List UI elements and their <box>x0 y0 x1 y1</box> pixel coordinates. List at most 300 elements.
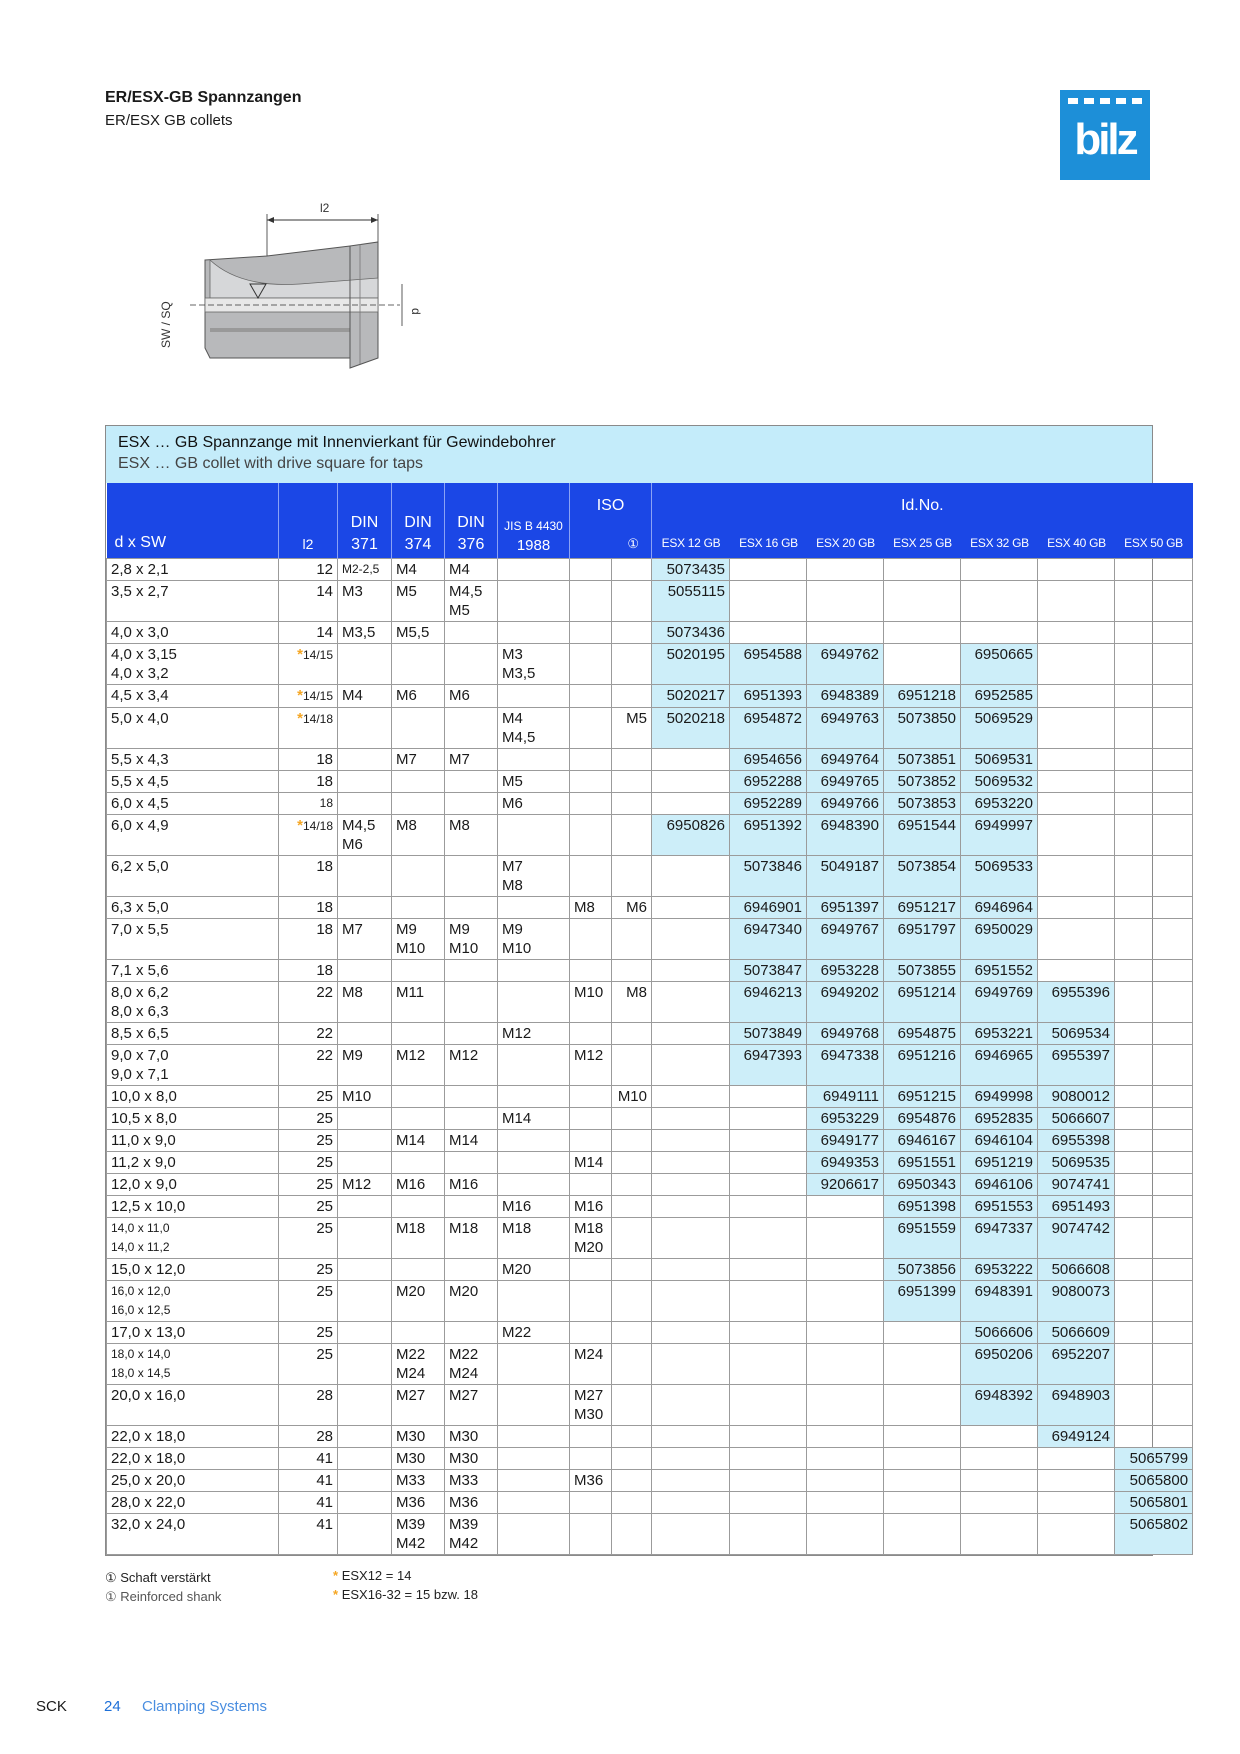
cell-din371 <box>338 708 392 749</box>
cell-id-esx <box>652 1426 730 1448</box>
collet-table-panel <box>105 425 1189 1556</box>
iso-mark: ① <box>627 536 639 551</box>
table-row <box>107 708 1193 749</box>
cell-iso <box>570 644 612 685</box>
din-371: 371 <box>351 536 378 553</box>
cell-id-esx <box>1115 1152 1193 1174</box>
cell-id-esx <box>1115 749 1193 771</box>
esx40-header: ESX 40 GB <box>1047 536 1106 550</box>
cell-id-esx <box>807 1322 884 1344</box>
cell-id-esx: 6949766 <box>807 793 884 815</box>
cell-dsw: 4,5 x 3,4 <box>107 685 279 708</box>
cell-din371 <box>338 644 392 685</box>
sw-label: SW / SQ <box>159 301 173 348</box>
table-title-de: ESX … GB Spannzange mit Innenvierkant für Gewindebohrer <box>118 434 556 451</box>
cell-id-esx: 5073854 <box>884 856 961 897</box>
cell-jis <box>498 897 570 919</box>
cell-jis <box>498 815 570 856</box>
cell-dsw: 25,0 x 20,0 <box>107 1470 279 1492</box>
cell-din376 <box>445 1152 498 1174</box>
table-row <box>107 1448 1193 1470</box>
cell-id-esx <box>884 1514 961 1555</box>
d-label: d <box>409 308 423 315</box>
note-star-b: ESX16-32 = 15 bzw. 18 <box>341 1587 478 1602</box>
cell-id-esx <box>1038 559 1115 581</box>
col-din374 <box>392 483 445 559</box>
col-iso <box>570 483 652 559</box>
cell-id-esx <box>1115 1259 1193 1281</box>
note-star <box>333 1568 478 1602</box>
cell-iso: M36 <box>570 1470 612 1492</box>
cell-jis <box>498 1045 570 1086</box>
cell-l2: 22 <box>279 1045 338 1086</box>
cell-id-esx: 6954872 <box>730 708 807 749</box>
cell-dsw: 17,0 x 13,0 <box>107 1322 279 1344</box>
cell-id-esx <box>652 856 730 897</box>
cell-id-esx: 6955398 <box>1038 1130 1115 1152</box>
cell-din374: M20 <box>392 1281 445 1322</box>
cell-id-esx <box>652 1023 730 1045</box>
cell-dsw: 2,8 x 2,1 <box>107 559 279 581</box>
cell-id-esx: 5073846 <box>730 856 807 897</box>
cell-id-esx: 5073850 <box>884 708 961 749</box>
cell-id-esx <box>807 1259 884 1281</box>
cell-id-esx: 6951215 <box>884 1086 961 1108</box>
cell-id-esx <box>807 1492 884 1514</box>
cell-din374: M30 <box>392 1448 445 1470</box>
cell-dsw: 16,0 x 12,0 16,0 x 12,5 <box>107 1281 279 1322</box>
cell-id-esx <box>730 1448 807 1470</box>
din-label: DIN <box>350 514 379 531</box>
cell-id-esx: 6948389 <box>807 685 884 708</box>
cell-din376 <box>445 960 498 982</box>
cell-id-esx <box>884 644 961 685</box>
cell-dsw: 7,1 x 5,6 <box>107 960 279 982</box>
cell-iso <box>570 960 612 982</box>
cell-id-esx: 6949765 <box>807 771 884 793</box>
cell-l2: 14 <box>279 581 338 622</box>
cell-iso-reinforced: M10 <box>612 1086 652 1108</box>
cell-id-esx: 5065799 <box>1115 1448 1193 1470</box>
cell-id-esx <box>1115 1281 1193 1322</box>
cell-id-esx <box>1115 622 1193 644</box>
cell-iso-reinforced <box>612 856 652 897</box>
cell-id-esx <box>961 1492 1038 1514</box>
cell-jis <box>498 1514 570 1555</box>
cell-id-esx <box>1038 793 1115 815</box>
cell-din371 <box>338 960 392 982</box>
cell-din371 <box>338 1152 392 1174</box>
cell-din374 <box>392 897 445 919</box>
cell-jis <box>498 1344 570 1385</box>
cell-iso <box>570 1174 612 1196</box>
col-din376 <box>445 483 498 559</box>
cell-id-esx: 6947340 <box>730 919 807 960</box>
cell-din371 <box>338 1322 392 1344</box>
cell-id-esx <box>652 1045 730 1086</box>
cell-id-esx <box>652 1470 730 1492</box>
cell-id-esx <box>1038 771 1115 793</box>
cell-id-esx: 5066609 <box>1038 1322 1115 1344</box>
jis-label: JIS B 4430 <box>504 519 563 533</box>
cell-id-esx <box>652 1174 730 1196</box>
cell-l2: 18 <box>279 960 338 982</box>
cell-id-esx: 5073856 <box>884 1259 961 1281</box>
cell-din376: M16 <box>445 1174 498 1196</box>
table-row <box>107 793 1193 815</box>
cell-jis <box>498 960 570 982</box>
cell-din374: M11 <box>392 982 445 1023</box>
cell-din376 <box>445 982 498 1023</box>
cell-dsw: 4,0 x 3,0 <box>107 622 279 644</box>
esx20-header: ESX 20 GB <box>816 536 875 550</box>
cell-id-esx <box>807 1196 884 1218</box>
table-row <box>107 1470 1193 1492</box>
cell-din371: M4,5 M6 <box>338 815 392 856</box>
cell-iso-reinforced <box>612 1385 652 1426</box>
star-icon: * <box>297 710 303 727</box>
cell-id-esx: 6951493 <box>1038 1196 1115 1218</box>
cell-iso <box>570 1108 612 1130</box>
cell-din374 <box>392 960 445 982</box>
esx12-header: ESX 12 GB <box>661 536 721 550</box>
table-row <box>107 1086 1193 1108</box>
table-row <box>107 1218 1193 1259</box>
cell-id-esx: 6949353 <box>807 1152 884 1174</box>
cell-id-esx <box>652 1130 730 1152</box>
cell-din374: M36 <box>392 1492 445 1514</box>
din-label: DIN <box>457 514 485 531</box>
cell-id-esx <box>730 1281 807 1322</box>
cell-iso <box>570 581 612 622</box>
cell-l2: 41 <box>279 1514 338 1555</box>
cell-id-esx <box>652 749 730 771</box>
cell-id-esx <box>1115 960 1193 982</box>
cell-din376 <box>445 622 498 644</box>
cell-iso <box>570 559 612 581</box>
table-row <box>107 815 1193 856</box>
cell-dsw: 20,0 x 16,0 <box>107 1385 279 1426</box>
cell-id-esx <box>730 1218 807 1259</box>
cell-id-esx <box>1115 815 1193 856</box>
cell-iso <box>570 1514 612 1555</box>
cell-din374 <box>392 1023 445 1045</box>
cell-din376 <box>445 1086 498 1108</box>
cell-id-esx: 6954588 <box>730 644 807 685</box>
cell-l2: 25 <box>279 1218 338 1259</box>
cell-iso <box>570 1023 612 1045</box>
cell-id-esx <box>884 622 961 644</box>
cell-id-esx: 6952289 <box>730 793 807 815</box>
cell-din376: M33 <box>445 1470 498 1492</box>
cell-id-esx: 6951399 <box>884 1281 961 1322</box>
cell-id-esx <box>652 1108 730 1130</box>
cell-dsw: 10,5 x 8,0 <box>107 1108 279 1130</box>
cell-din374: M8 <box>392 815 445 856</box>
cell-id-esx: 5069535 <box>1038 1152 1115 1174</box>
cell-id-esx: 5055115 <box>652 581 730 622</box>
cell-din371 <box>338 897 392 919</box>
cell-iso <box>570 793 612 815</box>
cell-id-esx <box>652 1514 730 1555</box>
cell-iso-reinforced <box>612 793 652 815</box>
cell-id-esx <box>1115 919 1193 960</box>
cell-id-esx <box>652 1448 730 1470</box>
cell-id-esx <box>730 1344 807 1385</box>
cell-iso: M27 M30 <box>570 1385 612 1426</box>
cell-id-esx <box>1115 1426 1193 1448</box>
cell-id-esx: 6949177 <box>807 1130 884 1152</box>
cell-iso-reinforced <box>612 1218 652 1259</box>
cell-id-esx: 5073855 <box>884 960 961 982</box>
cell-din376: M20 <box>445 1281 498 1322</box>
cell-iso-reinforced <box>612 581 652 622</box>
cell-id-esx: 6953229 <box>807 1108 884 1130</box>
din-374: 374 <box>404 536 432 553</box>
cell-jis: M9 M10 <box>498 919 570 960</box>
cell-id-esx: 6948390 <box>807 815 884 856</box>
cell-iso-reinforced: M8 <box>612 982 652 1023</box>
cell-iso: M16 <box>570 1196 612 1218</box>
cell-id-esx <box>730 1174 807 1196</box>
cell-iso-reinforced <box>612 815 652 856</box>
cell-id-esx <box>961 1514 1038 1555</box>
cell-l2: 25 <box>279 1259 338 1281</box>
cell-iso <box>570 708 612 749</box>
cell-l2: 18 <box>279 771 338 793</box>
cell-din374: M33 <box>392 1470 445 1492</box>
star-icon: * <box>297 646 303 663</box>
cell-id-esx <box>1038 685 1115 708</box>
cell-id-esx: 6954656 <box>730 749 807 771</box>
cell-id-esx: 6951544 <box>884 815 961 856</box>
cell-jis: M18 <box>498 1218 570 1259</box>
cell-id-esx: 6955397 <box>1038 1045 1115 1086</box>
cell-id-esx: 5069534 <box>1038 1023 1115 1045</box>
cell-id-esx: 5069532 <box>961 771 1038 793</box>
table-row <box>107 856 1193 897</box>
cell-iso-reinforced <box>612 1259 652 1281</box>
cell-l2: 25 <box>279 1281 338 1322</box>
table-row <box>107 749 1193 771</box>
cell-din371: M7 <box>338 919 392 960</box>
cell-iso <box>570 749 612 771</box>
cell-iso-reinforced <box>612 685 652 708</box>
cell-id-esx: 6946965 <box>961 1045 1038 1086</box>
table-body <box>107 559 1193 1555</box>
cell-id-esx <box>807 559 884 581</box>
cell-din376 <box>445 644 498 685</box>
table-row <box>107 1322 1193 1344</box>
cell-id-esx: 5065801 <box>1115 1492 1193 1514</box>
cell-din376 <box>445 793 498 815</box>
cell-din374 <box>392 771 445 793</box>
cell-id-esx <box>1038 1470 1115 1492</box>
cell-din374: M5 <box>392 581 445 622</box>
footer-page-number: 24 <box>104 1698 121 1715</box>
footer-section-code: SCK <box>36 1698 67 1715</box>
cell-id-esx <box>652 1152 730 1174</box>
cell-id-esx <box>730 1322 807 1344</box>
cell-id-esx: 6946167 <box>884 1130 961 1152</box>
table-row <box>107 581 1193 622</box>
cell-id-esx <box>807 1344 884 1385</box>
cell-din376: M4 <box>445 559 498 581</box>
bilz-logo <box>1060 90 1150 180</box>
cell-iso-reinforced: M5 <box>612 708 652 749</box>
cell-id-esx: 6954876 <box>884 1108 961 1130</box>
cell-iso: M24 <box>570 1344 612 1385</box>
cell-jis: M7 M8 <box>498 856 570 897</box>
cell-id-esx <box>1038 1448 1115 1470</box>
cell-id-esx <box>652 1281 730 1322</box>
cell-din376: M9 M10 <box>445 919 498 960</box>
cell-id-esx <box>1038 1514 1115 1555</box>
cell-id-esx: 6949124 <box>1038 1426 1115 1448</box>
cell-iso-reinforced <box>612 1196 652 1218</box>
cell-id-esx: 6954875 <box>884 1023 961 1045</box>
cell-dsw: 14,0 x 11,0 14,0 x 11,2 <box>107 1218 279 1259</box>
cell-din371 <box>338 1385 392 1426</box>
cell-iso-reinforced <box>612 1045 652 1086</box>
cell-din374 <box>392 708 445 749</box>
cell-iso-reinforced <box>612 1470 652 1492</box>
cell-id-esx: 6953222 <box>961 1259 1038 1281</box>
cell-din374 <box>392 1108 445 1130</box>
cell-din371 <box>338 1492 392 1514</box>
cell-l2: 18 <box>279 856 338 897</box>
jis-year: 1988 <box>516 537 551 554</box>
cell-dsw: 4,0 x 3,15 4,0 x 3,2 <box>107 644 279 685</box>
cell-id-esx <box>807 581 884 622</box>
iso-label: ISO <box>596 497 625 514</box>
cell-iso <box>570 1281 612 1322</box>
cell-din374: M6 <box>392 685 445 708</box>
cell-din374: M27 <box>392 1385 445 1426</box>
cell-id-esx: 6951218 <box>884 685 961 708</box>
cell-id-esx <box>730 1492 807 1514</box>
cell-id-esx <box>1038 581 1115 622</box>
cell-id-esx <box>1115 793 1193 815</box>
cell-iso-reinforced <box>612 1174 652 1196</box>
cell-id-esx <box>807 1470 884 1492</box>
cell-dsw: 7,0 x 5,5 <box>107 919 279 960</box>
cell-id-esx <box>1115 1196 1193 1218</box>
star-icon: * <box>297 817 303 834</box>
cell-din371 <box>338 1130 392 1152</box>
table-row <box>107 1385 1193 1426</box>
cell-jis <box>498 1130 570 1152</box>
cell-din374 <box>392 1322 445 1344</box>
table-row <box>107 644 1193 685</box>
cell-jis: M6 <box>498 793 570 815</box>
cell-id-esx: 6947338 <box>807 1045 884 1086</box>
cell-jis <box>498 749 570 771</box>
cell-iso <box>570 1426 612 1448</box>
table-row <box>107 919 1193 960</box>
cell-id-esx <box>652 1385 730 1426</box>
cell-id-esx <box>1115 1130 1193 1152</box>
cell-id-esx: 6951392 <box>730 815 807 856</box>
cell-iso-reinforced <box>612 919 652 960</box>
cell-din376 <box>445 1259 498 1281</box>
cell-dsw: 12,5 x 10,0 <box>107 1196 279 1218</box>
cell-iso <box>570 1086 612 1108</box>
cell-dsw: 6,3 x 5,0 <box>107 897 279 919</box>
cell-id-esx <box>730 1130 807 1152</box>
cell-id-esx: 6946106 <box>961 1174 1038 1196</box>
cell-id-esx <box>730 1152 807 1174</box>
cell-id-esx: 6951217 <box>884 897 961 919</box>
cell-id-esx <box>961 1448 1038 1470</box>
table-row <box>107 559 1193 581</box>
cell-id-esx <box>1115 1218 1193 1259</box>
cell-id-esx <box>730 581 807 622</box>
cell-din371 <box>338 1448 392 1470</box>
cell-id-esx: 6952585 <box>961 685 1038 708</box>
cell-iso-reinforced <box>612 960 652 982</box>
cell-id-esx <box>1038 749 1115 771</box>
cell-iso-reinforced <box>612 1130 652 1152</box>
cell-iso <box>570 771 612 793</box>
cell-id-esx <box>961 581 1038 622</box>
esx25-header: ESX 25 GB <box>893 536 952 550</box>
cell-id-esx <box>730 1108 807 1130</box>
cell-id-esx <box>652 1086 730 1108</box>
cell-id-esx: 6950206 <box>961 1344 1038 1385</box>
cell-id-esx: 6951219 <box>961 1152 1038 1174</box>
cell-jis <box>498 1086 570 1108</box>
cell-din376: M27 <box>445 1385 498 1426</box>
cell-id-esx: 9206617 <box>807 1174 884 1196</box>
cell-id-esx <box>1038 960 1115 982</box>
cell-din371 <box>338 793 392 815</box>
cell-id-esx: 9080073 <box>1038 1281 1115 1322</box>
cell-id-esx: 5073852 <box>884 771 961 793</box>
cell-din371 <box>338 1218 392 1259</box>
cell-id-esx <box>807 1218 884 1259</box>
cell-iso-reinforced <box>612 1281 652 1322</box>
cell-l2: 22 <box>279 982 338 1023</box>
cell-iso-reinforced <box>612 1023 652 1045</box>
table-row <box>107 622 1193 644</box>
cell-id-esx <box>1115 708 1193 749</box>
cell-din376: M12 <box>445 1045 498 1086</box>
l2-label: l2 <box>320 201 330 215</box>
cell-id-esx: 6952207 <box>1038 1344 1115 1385</box>
cell-iso-reinforced <box>612 644 652 685</box>
cell-dsw: 9,0 x 7,0 9,0 x 7,1 <box>107 1045 279 1086</box>
cell-iso <box>570 1259 612 1281</box>
table-row <box>107 1492 1193 1514</box>
cell-l2: 18 <box>279 897 338 919</box>
cell-iso: M8 <box>570 897 612 919</box>
cell-din371: M2-2,5 <box>338 559 392 581</box>
cell-din374 <box>392 856 445 897</box>
table-row <box>107 1281 1193 1322</box>
idno-label: Id.No. <box>900 497 944 514</box>
esx32-header: ESX 32 GB <box>970 536 1029 550</box>
cell-id-esx: 5073435 <box>652 559 730 581</box>
cell-id-esx <box>1115 982 1193 1023</box>
cell-id-esx: 6947393 <box>730 1045 807 1086</box>
cell-dsw: 10,0 x 8,0 <box>107 1086 279 1108</box>
cell-iso-reinforced <box>612 559 652 581</box>
cell-dsw: 6,2 x 5,0 <box>107 856 279 897</box>
cell-id-esx: 6946104 <box>961 1130 1038 1152</box>
cell-iso-reinforced <box>612 1108 652 1130</box>
cell-id-esx: 6949768 <box>807 1023 884 1045</box>
